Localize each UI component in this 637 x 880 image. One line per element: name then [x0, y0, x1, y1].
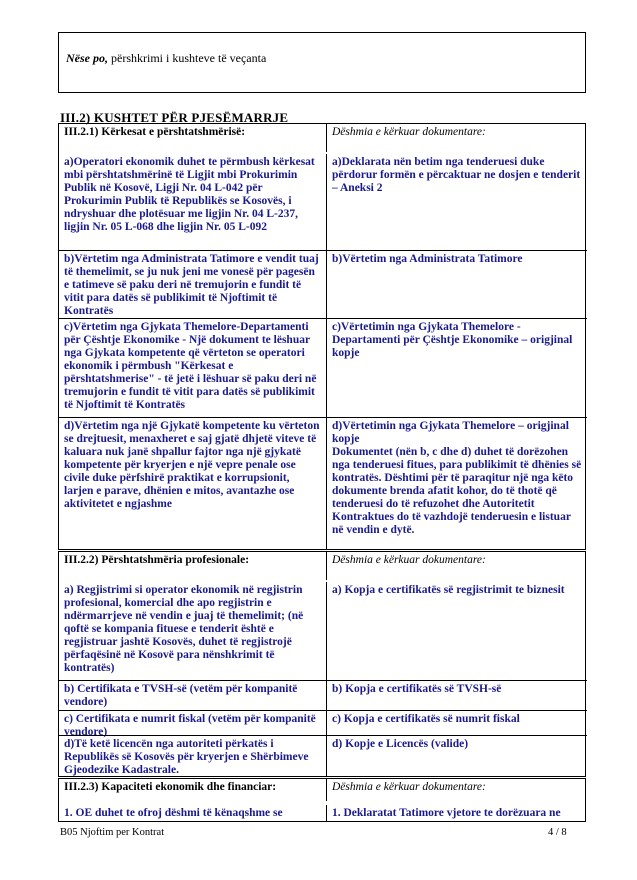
- eligibility-row-d-left: d)Vërtetim nga një Gjykatë kompetente ku vërteton se drejtuesit, menaxheret e saj gjatë dhjetë viteve të kaluara nuk janë shpallur fajtor nga një gjykatë kompetente për kryerjen e një vepre penale ose civile duke përfshirë praktikat e korrupsionit, larjen e parave, dhënien e mitos, avantazhe ose aktivitetet e ngjashme: [59, 418, 327, 550]
- eligibility-row-a-right: a)Deklarata nën betim nga tenderuesi duke përdorur formën e përcaktuar ne dosjen e tenderit – Aneksi 2: [332, 156, 581, 194]
- professional-row-a-right: a) Kopja e certifikatës së regjistrimit te biznesit: [332, 584, 565, 596]
- professional-table: [58, 551, 586, 777]
- financial-row-right: 1. Deklaratat Tatimore vjetore te dorëzuara ne: [332, 807, 561, 819]
- financial-header-right: Dëshmia e kërkuar dokumentare:: [332, 781, 486, 793]
- conditions-description: përshkrimi i kushteve të veçanta: [108, 51, 267, 65]
- eligibility-row-c-right: c)Vërtetimin nga Gjykata Themelore - Departamenti për Çështje Ekonomike – origjinal kopje: [332, 321, 573, 359]
- professional-row-d-left: d)Të ketë licencën nga autoriteti përkatës i Republikës së Kosovës për kryerjen e Shërbimeve Gjeodezike Kadastrale.: [59, 736, 327, 777]
- professional-header-left: III.2.2) Përshtatshmëria profesionale:: [59, 552, 327, 580]
- financial-table: [58, 778, 586, 822]
- financial-row-left: 1. OE duhet te ofroj dëshmi të kënaqshme se: [59, 805, 327, 822]
- eligibility-header-left: III.2.1) Kërkesat e përshtatshmërisë:: [59, 124, 327, 152]
- section-title: III.2) KUSHTET PËR PJESËMARRJE: [60, 110, 289, 125]
- eligibility-row-b-right: b)Vërtetim nga Administrata Tatimore: [332, 253, 523, 265]
- professional-row-d-right: d) Kopje e Licencës (valide): [332, 738, 469, 750]
- footer-page-number: 4 / 8: [548, 827, 567, 838]
- financial-header-left: III.2.3) Kapaciteti ekonomik dhe financiar:: [59, 779, 327, 801]
- conditions-italic: Nëse po,: [66, 51, 108, 65]
- conditions-text: [66, 51, 266, 66]
- professional-row-c-left: c) Certifikata e numrit fiskal (vetëm për kompanitë vendore): [59, 711, 327, 735]
- professional-header-right: Dëshmia e kërkuar dokumentare:: [332, 554, 486, 566]
- professional-row-b-left: b) Certifikata e TVSH-së (vetëm për kompanitë vendore): [59, 681, 327, 710]
- professional-row-b-right: b) Kopja e certifikatës së TVSH-së: [332, 683, 502, 695]
- conditions-box: [58, 32, 586, 93]
- professional-row-c-right: c) Kopja e certifikatës së numrit fiskal: [332, 713, 520, 725]
- professional-row-a-left: a) Regjistrimi si operator ekonomik në regjistrin profesional, komercial dhe apo regjistrin e ndërmarrjeve në vendin e juaj të themelimit; (në qoftë se kompania fituese e tenderit është e regjistruar jashtë Kosovës, duhet të regjistrojë përfaqësinë në Kosovë para nënshkrimit të kontratës): [59, 582, 327, 680]
- eligibility-row-a-left: a)Operatori ekonomik duhet te përmbush kërkesat mbi përshtatshmërinë të Ligjit mbi Prokurimin Publik në Kosovë, Ligji Nr. 04 L-042 për Prokurimin Publik të Republikës se Kosovës, i ndryshuar dhe plotësuar me ligjin Nr. 04 L-237, ligjin Nr. 05 L-068 dhe ligjin Nr. 05 L-092: [59, 154, 327, 250]
- footer-doc-name: B05 Njoftim per Kontrat: [60, 827, 165, 838]
- eligibility-header-right: Dëshmia e kërkuar dokumentare:: [332, 126, 486, 138]
- eligibility-row-b-left: b)Vërtetim nga Administrata Tatimore e vendit tuaj të themelimit, se ju nuk jeni me vonesë për pagesën e tatimeve së paku deri në tremujorin e fundit të vitit para datës së publikimit të Njoftimit të Kontratës: [59, 251, 327, 318]
- eligibility-row-d-right: d)Vërtetimin nga Gjykata Themelore – origjinal kopje Dokumentet (nën b, c dhe d) duhet të dorëzohen nga tenderuesi fitues, para publikimit të dhënies së kontratës. Dështimi për të paraqitur një nga këto dokumente brenda afatit kohor, do të thotë që tenderuesi do të refuzohet dhe Autoritetit Kontraktues do të vazhdojë tenderuesin e listuar në vendin e dytë.: [332, 420, 582, 536]
- eligibility-row-c-left: c)Vërtetim nga Gjykata Themelore-Departamenti për Çështje Ekonomike - Një dokument te lëshuar nga Gjykata kompetente që vërteton se operatori ekonomik i përmbush "Kërkesat e përshtatshmerise" - të jetë i lëshuar së paku deri në tremujorin e fundit të vitit para datës së publikimit të Njoftimit të Kontratës: [59, 319, 327, 417]
- eligibility-table: [58, 123, 586, 550]
